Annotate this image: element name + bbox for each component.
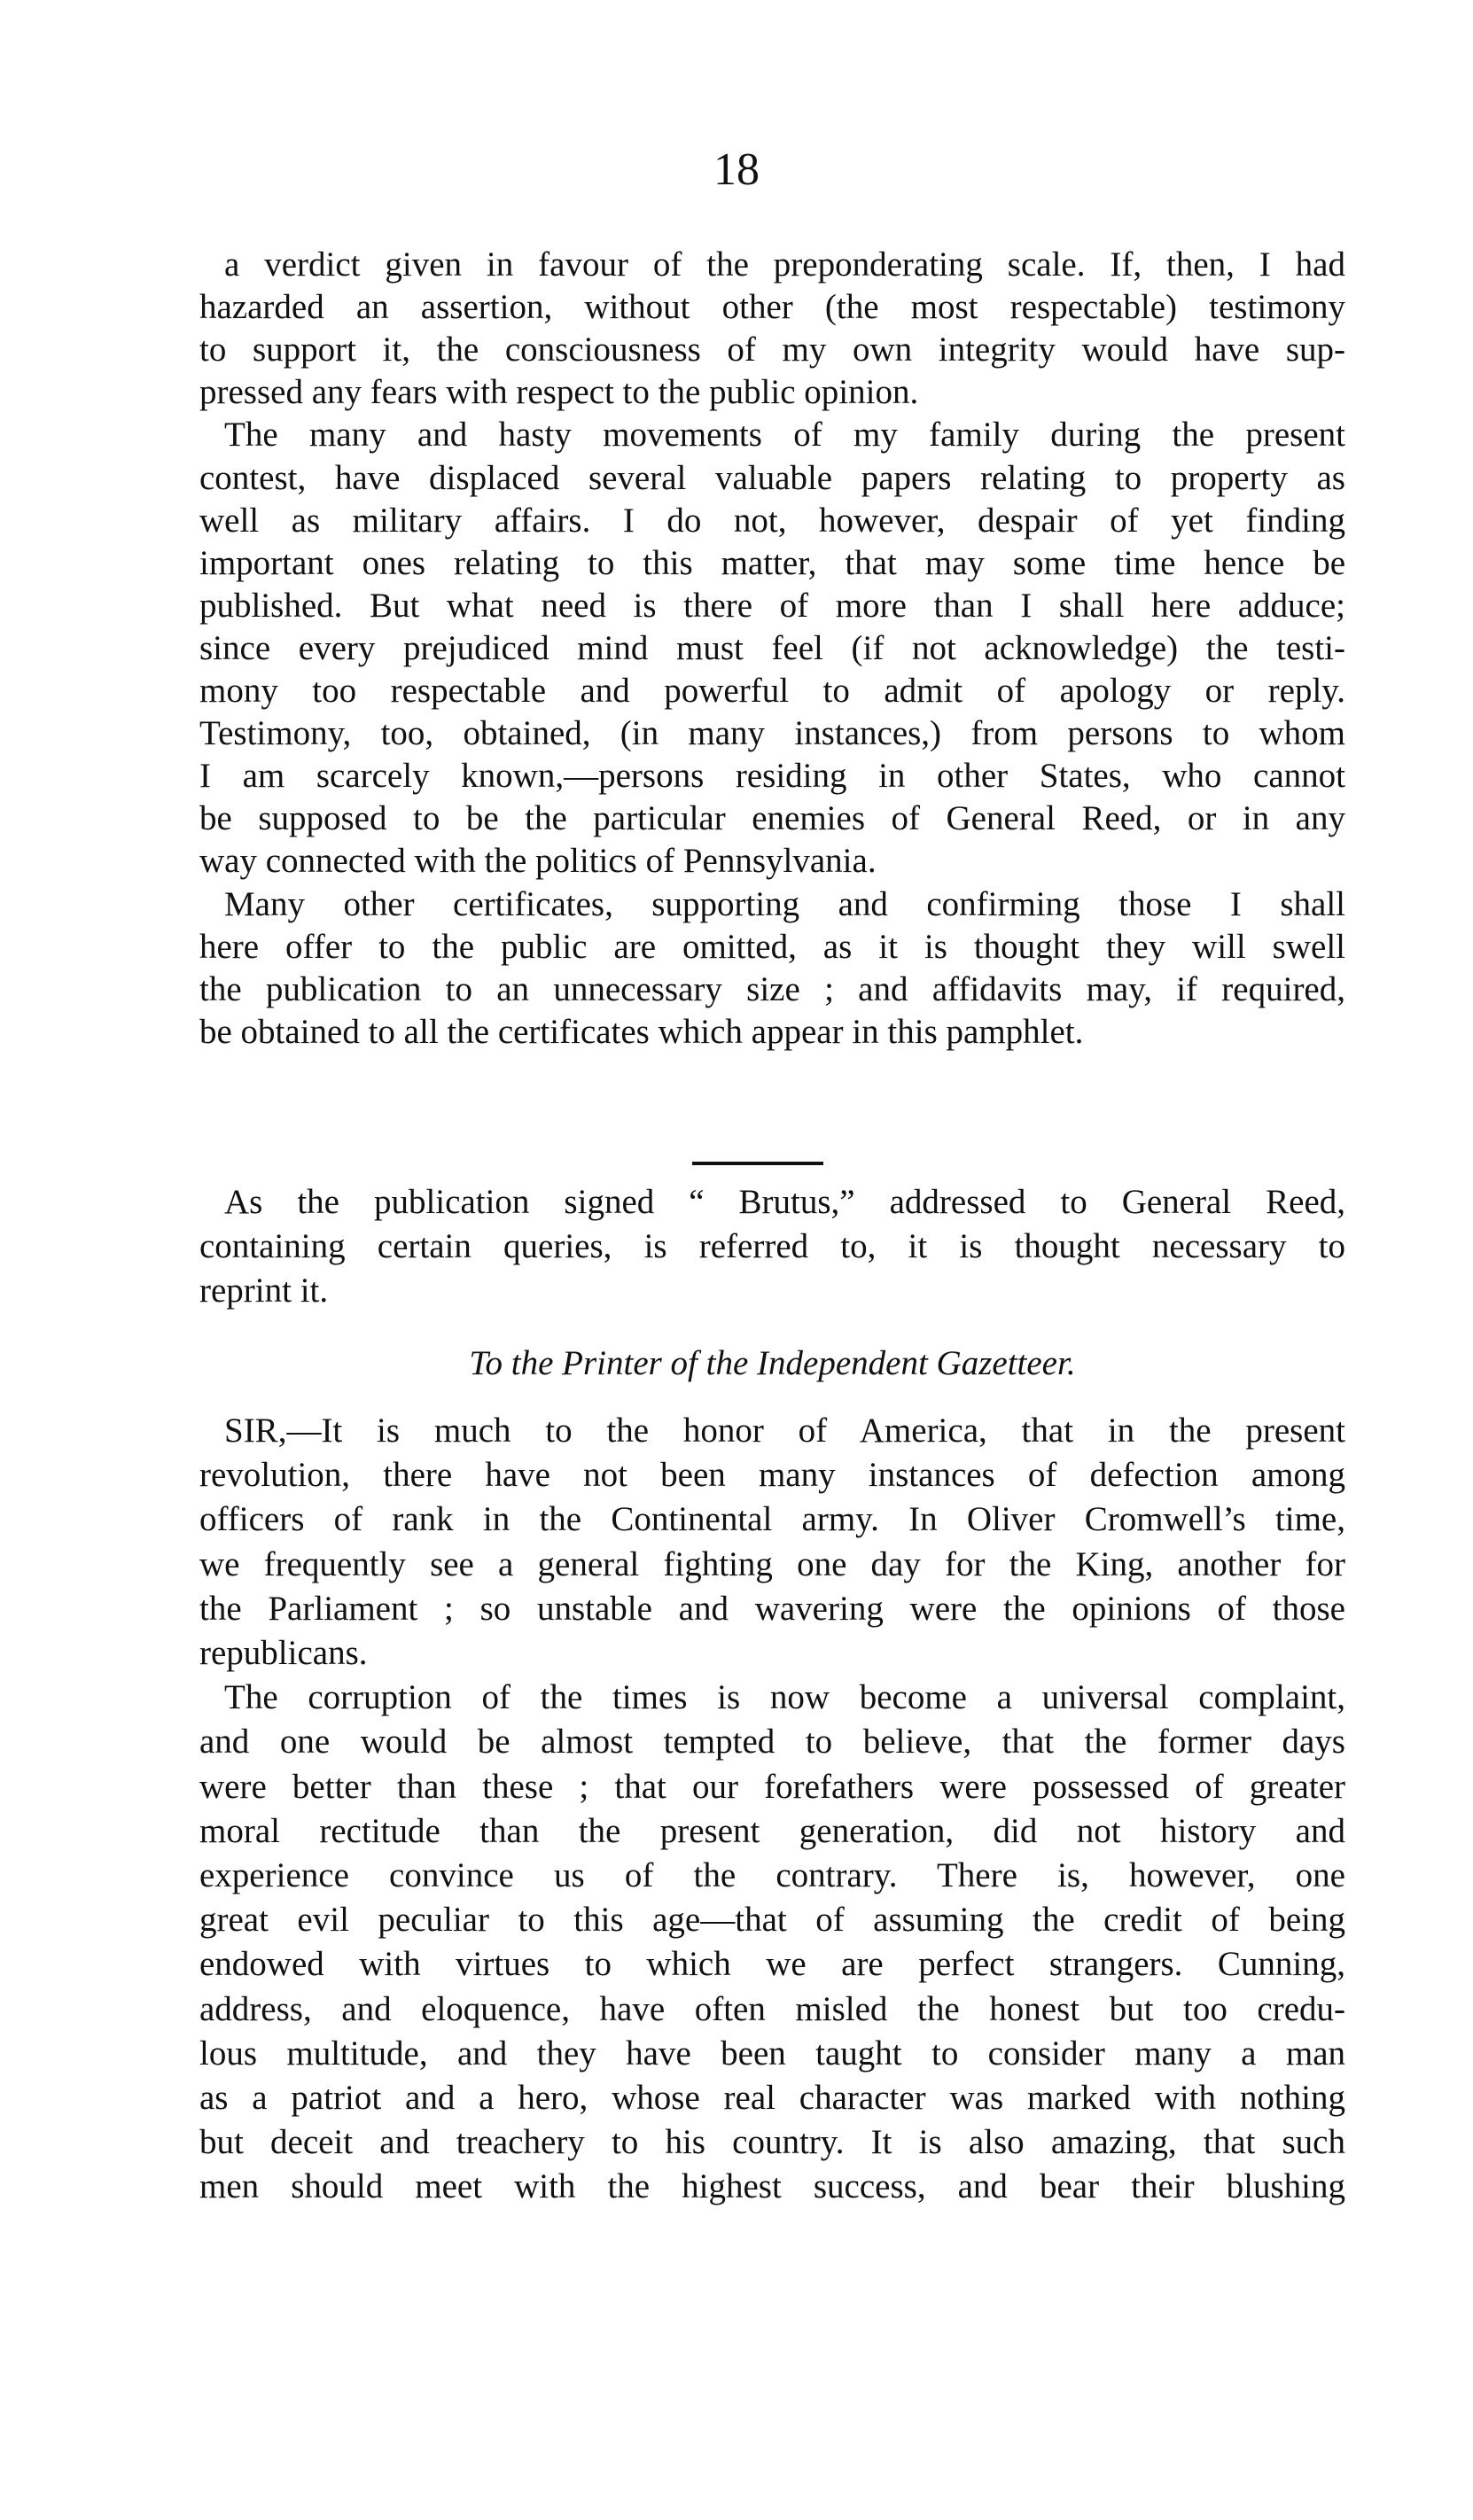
text-line: well as military affairs. I do not, however, despair of yet finding	[199, 501, 1345, 540]
text-line: SIR,—It is much to the honor of America, that in the present	[224, 1412, 1345, 1450]
text-line: to support it, the consciousness of my own integrity would have sup-	[199, 331, 1345, 369]
text-line: be obtained to all the certificates which appear in this pamphlet.	[199, 1012, 1084, 1051]
text-line: we frequently see a general fighting one day for the King, another for	[199, 1544, 1345, 1583]
text-line: and one would be almost tempted to believe, that the former days	[199, 1723, 1345, 1762]
text-line: revolution, there have not been many instances of defection among	[199, 1456, 1345, 1495]
text-line: mony too respectable and powerful to admit of apology or reply.	[199, 672, 1345, 710]
text-line: experience convince us of the contrary. There is, however, one	[199, 1856, 1345, 1894]
text-line: containing certain queries, is referred to, it is thought necessary to	[199, 1227, 1345, 1265]
text-line: endowed with virtues to which we are perfect strangers. Cunning,	[199, 1945, 1345, 1984]
text-line: since every prejudiced mind must feel (if not acknowledge) the testi-	[199, 628, 1345, 667]
text-line: men should meet with the highest success, and bear their blushing	[199, 2167, 1345, 2206]
text-line: hazarded an assertion, without other (the most respectable) testimony	[199, 288, 1345, 327]
text-line: the publication to an unnecessary size ; and affidavits may, if required,	[199, 969, 1345, 1008]
text-line: The corruption of the times is now become a universal complaint,	[224, 1678, 1345, 1717]
text-line: as a patriot and a hero, whose real character was marked with nothing	[199, 2079, 1345, 2117]
text-line: The many and hasty movements of my family during the present	[224, 416, 1345, 455]
text-line: be supposed to be the particular enemies of General Reed, or in any	[199, 799, 1345, 838]
text-line: Many other certificates, supporting and confirming those I shall	[224, 884, 1345, 923]
page-number: 18	[713, 144, 760, 195]
text-line: contest, have displaced several valuable papers relating to property as	[199, 458, 1345, 497]
text-line: Testimony, too, obtained, (in many instances,) from persons to whom	[199, 714, 1345, 753]
letter-heading: To the Printer of the Independent Gazetteer.	[469, 1344, 1076, 1382]
text-line: were better than these ; that our forefathers were possessed of greater	[199, 1767, 1345, 1806]
text-line: published. But what need is there of more than I shall here adduce;	[199, 586, 1345, 625]
text-line: address, and eloquence, have often misled the honest but too credu-	[199, 1989, 1345, 2028]
text-line: but deceit and treachery to his country. It is also amazing, that such	[199, 2123, 1345, 2162]
text-line: a verdict given in favour of the preponderating scale. If, then, I had	[224, 245, 1345, 284]
text-line: officers of rank in the Continental army. In Oliver Cromwell’s time,	[199, 1500, 1345, 1539]
text-line: moral rectitude than the present generation, did not history and	[199, 1811, 1345, 1850]
text-line: way connected with the politics of Pennsylvania.	[199, 842, 877, 881]
text-line: important ones relating to this matter, that may some time hence be	[199, 543, 1345, 582]
text-line: reprint it.	[199, 1272, 329, 1310]
text-line: I am scarcely known,—persons residing in other States, who cannot	[199, 757, 1345, 796]
text-line: republicans.	[199, 1634, 368, 1672]
text-line: As the publication signed “ Brutus,” addressed to General Reed,	[224, 1183, 1345, 1221]
text-line: the Parliament ; so unstable and wavering were the opinions of those	[199, 1589, 1345, 1628]
text-line: lous multitude, and they have been taught to consider many a man	[199, 2034, 1345, 2073]
section-divider	[692, 1162, 823, 1165]
text-line: great evil peculiar to this age—that of assuming the credit of being	[199, 1901, 1345, 1940]
text-line: here offer to the public are omitted, as it is thought they will swell	[199, 927, 1345, 966]
text-line: pressed any fears with respect to the public opinion.	[199, 373, 919, 412]
